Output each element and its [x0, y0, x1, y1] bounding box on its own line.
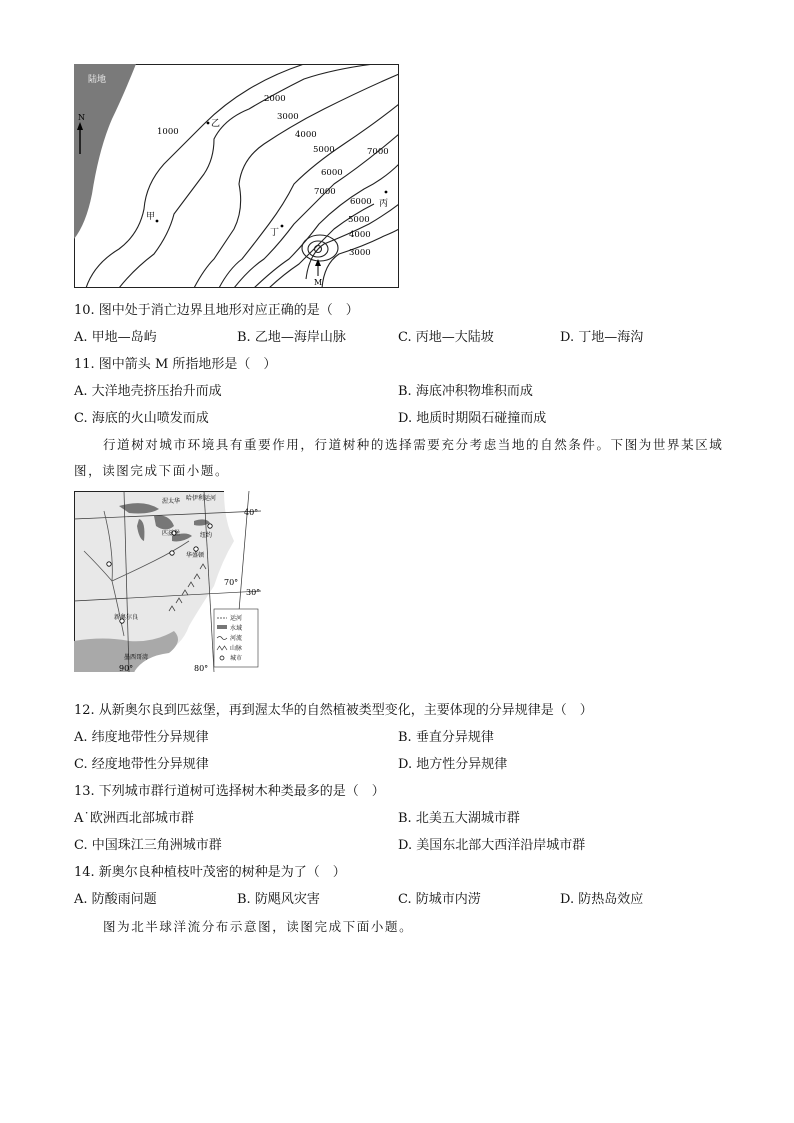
q13-option-b: B. 北美五大湖城市群 — [398, 811, 520, 826]
svg-text:6000: 6000 — [321, 168, 343, 178]
north-america-map — [74, 491, 261, 672]
q13-option-c: C. 中国珠江三角洲城市群 — [74, 838, 222, 853]
svg-text:3000: 3000 — [277, 112, 299, 122]
q14-option-d: D. 防热岛效应 — [560, 892, 644, 907]
svg-text:7000: 7000 — [314, 187, 336, 197]
svg-text:80°: 80° — [194, 664, 209, 672]
svg-text:5000: 5000 — [348, 215, 370, 225]
svg-text:哈伊利运河: 哈伊利运河 — [186, 495, 217, 502]
q10-option-d: D. 丁地—海沟 — [560, 330, 644, 345]
q12-stem: 12. 从新奥尔良到匹兹堡，再到渥太华的自然植被类型变化，主要体现的分异规律是（ ） — [74, 703, 593, 718]
svg-text:甲: 甲 — [146, 212, 156, 222]
svg-text:7000: 7000 — [367, 147, 389, 157]
svg-text:乙: 乙 — [211, 119, 221, 129]
q12-option-b: B. 垂直分异规律 — [398, 730, 494, 745]
svg-text:70°: 70° — [224, 578, 239, 587]
q12-option-a: A. 纬度地带性分异规律 — [74, 730, 209, 745]
intro-paragraph-line1: 行道树对城市环境具有重要作用，行道树种的选择需要充分考虑当地的自然条件。下图为世界某区域 — [103, 437, 724, 452]
svg-text:M: M — [314, 278, 323, 287]
svg-text:华盛顿: 华盛顿 — [186, 552, 205, 559]
svg-text:墨西哥湾: 墨西哥湾 — [124, 654, 149, 661]
svg-text:新奥尔良: 新奥尔良 — [114, 614, 139, 621]
svg-text:水域: 水域 — [230, 625, 243, 632]
q11-option-c: C. 海底的火山喷发而成 — [74, 411, 209, 426]
map-legend — [214, 609, 258, 667]
svg-text:1000: 1000 — [157, 127, 179, 137]
q10-option-c: C. 丙地—大陆坡 — [398, 330, 494, 345]
q14-option-b: B. 防飓风灾害 — [237, 892, 320, 907]
svg-text:河流: 河流 — [230, 635, 243, 642]
q14-stem: 14. 新奥尔良种植枝叶茂密的树种是为了（ ） — [74, 865, 346, 880]
svg-text:5000: 5000 — [313, 145, 335, 155]
svg-text:城市: 城市 — [230, 655, 243, 662]
intro-paragraph-line2: 图，读图完成下面小题。 — [74, 463, 230, 478]
svg-text:匹兹堡: 匹兹堡 — [162, 530, 181, 537]
q11-option-d: D. 地质时期陨石碰撞而成 — [398, 411, 547, 426]
q14-option-a: A. 防酸雨问题 — [74, 892, 157, 907]
svg-text:4000: 4000 — [349, 230, 371, 240]
svg-text:山脉: 山脉 — [230, 645, 243, 652]
q11-stem: 11. 图中箭头 M 所指地形是（ ） — [74, 357, 277, 372]
intro2-paragraph: 图为北半球洋流分布示意图，读图完成下面小题。 — [103, 919, 414, 934]
q12-option-d: D. 地方性分异规律 — [398, 757, 508, 772]
svg-text:6000: 6000 — [350, 197, 372, 207]
svg-text:90°: 90° — [119, 664, 134, 672]
q13-option-a: A˙欧洲西北部城市群 — [74, 811, 194, 826]
q10-stem: 10. 图中处于消亡边界且地形对应正确的是（ ） — [74, 303, 359, 318]
q13-option-d: D. 美国东北部大西洋沿岸城市群 — [398, 838, 586, 853]
land-label: 陆地 — [88, 75, 107, 85]
q11-option-a: A. 大洋地壳挤压抬升而成 — [74, 384, 222, 399]
q10-option-b: B. 乙地—海岸山脉 — [237, 330, 346, 345]
q13-stem: 13. 下列城市群行道树可选择树木种类最多的是（ ） — [74, 784, 385, 799]
svg-text:纽约: 纽约 — [200, 532, 213, 539]
q12-option-c: C. 经度地带性分异规律 — [74, 757, 209, 772]
svg-text:丙: 丙 — [379, 199, 389, 209]
svg-text:N: N — [78, 113, 85, 122]
svg-text:渥太华: 渥太华 — [162, 498, 181, 505]
svg-text:30°: 30° — [246, 588, 261, 597]
svg-text:40°: 40° — [244, 508, 259, 517]
q14-option-c: C. 防城市内涝 — [398, 892, 481, 907]
seafloor-contour-map — [74, 64, 399, 288]
svg-text:3000: 3000 — [349, 248, 371, 258]
svg-text:2000: 2000 — [264, 94, 286, 104]
svg-text:4000: 4000 — [295, 130, 317, 140]
svg-text:丁: 丁 — [270, 228, 280, 238]
svg-text:运河: 运河 — [230, 615, 243, 622]
q11-option-b: B. 海底冲积物堆积而成 — [398, 384, 533, 399]
q10-option-a: A. 甲地—岛屿 — [74, 330, 157, 345]
